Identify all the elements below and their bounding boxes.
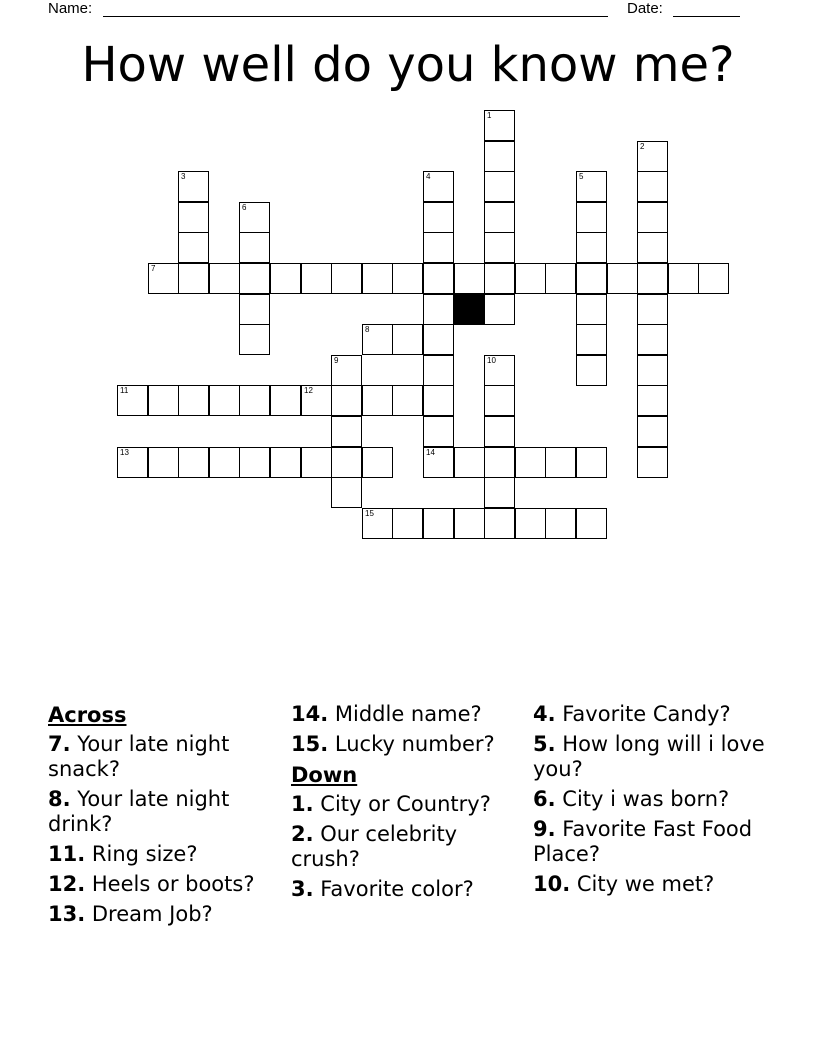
- crossword-cell[interactable]: [545, 263, 576, 294]
- date-label: Date:: [627, 0, 663, 17]
- crossword-cell[interactable]: [239, 294, 270, 325]
- crossword-cell[interactable]: [270, 263, 301, 294]
- crossword-cell[interactable]: [423, 263, 454, 294]
- crossword-cell[interactable]: [423, 508, 454, 539]
- crossword-cell[interactable]: [392, 508, 423, 539]
- down-heading: Down: [291, 763, 358, 787]
- cell-number: 8: [365, 325, 370, 334]
- cell-number: 14: [426, 448, 435, 457]
- clue-column-3: [533, 702, 769, 902]
- crossword-cell[interactable]: [607, 263, 638, 294]
- crossword-cell[interactable]: [637, 141, 668, 172]
- crossword-cell[interactable]: [178, 202, 209, 233]
- crossword-cell[interactable]: [331, 263, 362, 294]
- clue-down-2: [291, 822, 527, 872]
- crossword-cell[interactable]: [301, 447, 332, 478]
- crossword-cell[interactable]: [515, 508, 546, 539]
- crossword-cell[interactable]: [423, 232, 454, 263]
- clue-across-13: [48, 902, 284, 927]
- crossword-cell[interactable]: [484, 355, 515, 386]
- crossword-cell[interactable]: [117, 385, 148, 416]
- clue-number: 7.: [48, 732, 71, 756]
- crossword-cell[interactable]: [239, 232, 270, 263]
- crossword-cell[interactable]: [576, 171, 607, 202]
- clue-text: Middle name?: [334, 702, 482, 726]
- crossword-cell[interactable]: [239, 385, 270, 416]
- clue-text: Favorite Fast Food Place?: [533, 817, 753, 866]
- crossword-cell[interactable]: [148, 385, 179, 416]
- crossword-cell[interactable]: [239, 324, 270, 355]
- crossword-cell[interactable]: [637, 263, 668, 294]
- clue-number: 2.: [291, 822, 314, 846]
- clue-text: Favorite color?: [320, 877, 474, 901]
- clue-across-12: [48, 872, 284, 897]
- crossword-cell[interactable]: [454, 508, 485, 539]
- crossword-cell[interactable]: [576, 324, 607, 355]
- crossword-cell[interactable]: [515, 263, 546, 294]
- clue-column-2: [291, 702, 527, 907]
- crossword-cell[interactable]: [270, 447, 301, 478]
- clue-down-5: [533, 732, 769, 782]
- crossword-cell[interactable]: [117, 447, 148, 478]
- crossword-cell[interactable]: [484, 477, 515, 508]
- clue-text: Your late night snack?: [48, 732, 230, 781]
- crossword-cell[interactable]: [423, 324, 454, 355]
- crossword-cell[interactable]: [484, 508, 515, 539]
- crossword-cell[interactable]: [178, 385, 209, 416]
- crossword-cell[interactable]: [331, 416, 362, 447]
- black-square: [454, 294, 485, 325]
- clue-text: Dream Job?: [91, 902, 213, 926]
- clue-down-6: [533, 787, 769, 812]
- clue-number: 12.: [48, 872, 86, 896]
- crossword-cell[interactable]: [423, 416, 454, 447]
- cell-number: 10: [487, 356, 496, 365]
- crossword-cell[interactable]: [423, 294, 454, 325]
- crossword-cell[interactable]: [331, 385, 362, 416]
- clue-across-11: [48, 842, 284, 867]
- clue-down-4: [533, 702, 769, 727]
- crossword-cell[interactable]: [637, 416, 668, 447]
- clue-number: 9.: [533, 817, 556, 841]
- crossword-cell[interactable]: [331, 477, 362, 508]
- clue-number: 11.: [48, 842, 86, 866]
- crossword-cell[interactable]: [576, 202, 607, 233]
- cell-number: 4: [426, 172, 431, 181]
- clue-down-10: [533, 872, 769, 897]
- clue-across-15: [291, 732, 527, 757]
- clue-number: 8.: [48, 787, 71, 811]
- crossword-cell[interactable]: [423, 355, 454, 386]
- crossword-cell[interactable]: [545, 508, 576, 539]
- crossword-cell[interactable]: [239, 263, 270, 294]
- crossword-cell[interactable]: [637, 447, 668, 478]
- clue-text: Lucky number?: [334, 732, 495, 756]
- cell-number: 12: [304, 386, 313, 395]
- name-label: Name:: [48, 0, 93, 17]
- clue-number: 1.: [291, 792, 314, 816]
- crossword-cell[interactable]: [484, 385, 515, 416]
- clue-number: 14.: [291, 702, 329, 726]
- crossword-cell[interactable]: [484, 171, 515, 202]
- crossword-cell[interactable]: [331, 447, 362, 478]
- crossword-cell[interactable]: [484, 110, 515, 141]
- crossword-cell[interactable]: [637, 324, 668, 355]
- crossword-cell[interactable]: [576, 263, 607, 294]
- crossword-cell[interactable]: [392, 324, 423, 355]
- crossword-cell[interactable]: [545, 447, 576, 478]
- crossword-cell[interactable]: [148, 447, 179, 478]
- cell-number: 13: [120, 448, 129, 457]
- crossword-cell[interactable]: [698, 263, 729, 294]
- cell-number: 1: [487, 111, 492, 120]
- clue-text: City i was born?: [562, 787, 730, 811]
- clue-number: 5.: [533, 732, 556, 756]
- clue-across-14: [291, 702, 527, 727]
- crossword-cell[interactable]: [454, 263, 485, 294]
- crossword-cell[interactable]: [148, 263, 179, 294]
- crossword-cell[interactable]: [637, 202, 668, 233]
- crossword-cell[interactable]: [301, 385, 332, 416]
- cell-number: 7: [151, 264, 156, 273]
- crossword-cell[interactable]: [178, 263, 209, 294]
- crossword-cell[interactable]: [484, 141, 515, 172]
- cell-number: 9: [334, 356, 339, 365]
- crossword-cell[interactable]: [484, 202, 515, 233]
- page-title: How well do you know me?: [81, 37, 735, 93]
- crossword-cell[interactable]: [178, 447, 209, 478]
- crossword-cell[interactable]: [576, 232, 607, 263]
- crossword-cell[interactable]: [209, 385, 240, 416]
- crossword-cell[interactable]: [668, 263, 699, 294]
- crossword-cell[interactable]: [576, 294, 607, 325]
- cell-number: 6: [242, 203, 247, 212]
- clue-across-7: [48, 732, 284, 782]
- crossword-cell[interactable]: [423, 447, 454, 478]
- clue-down-9: [533, 817, 769, 867]
- crossword-cell[interactable]: [362, 324, 393, 355]
- cell-number: 3: [181, 172, 186, 181]
- clue-text: Favorite Candy?: [562, 702, 731, 726]
- crossword-cell[interactable]: [484, 294, 515, 325]
- clue-text: City we met?: [576, 872, 715, 896]
- clue-text: How long will i love you?: [533, 732, 765, 781]
- crossword-cell[interactable]: [454, 447, 485, 478]
- crossword-cell[interactable]: [392, 263, 423, 294]
- clue-down-3: [291, 877, 527, 902]
- crossword-cell[interactable]: [362, 385, 393, 416]
- crossword-cell[interactable]: [270, 385, 301, 416]
- crossword-cell[interactable]: [484, 263, 515, 294]
- clue-list: [48, 702, 768, 1002]
- crossword-cell[interactable]: [576, 508, 607, 539]
- crossword-cell[interactable]: [637, 232, 668, 263]
- crossword-cell[interactable]: [239, 447, 270, 478]
- crossword-cell[interactable]: [637, 294, 668, 325]
- crossword-cell[interactable]: [362, 263, 393, 294]
- crossword-cell[interactable]: [423, 385, 454, 416]
- crossword-cell[interactable]: [576, 447, 607, 478]
- clue-number: 6.: [533, 787, 556, 811]
- cell-number: 2: [640, 142, 645, 151]
- crossword-cell[interactable]: [362, 447, 393, 478]
- crossword-cell[interactable]: [515, 447, 546, 478]
- clue-across-8: [48, 787, 284, 837]
- cell-number: 15: [365, 509, 374, 518]
- crossword-cell[interactable]: [239, 202, 270, 233]
- crossword-cell[interactable]: [484, 447, 515, 478]
- clue-text: City or Country?: [320, 792, 491, 816]
- clue-down-1: [291, 792, 527, 817]
- crossword-cell[interactable]: [178, 171, 209, 202]
- crossword-cell[interactable]: [637, 355, 668, 386]
- clue-text: Your late night drink?: [48, 787, 230, 836]
- cell-number: 11: [120, 386, 129, 395]
- crossword-cell[interactable]: [362, 508, 393, 539]
- crossword-cell[interactable]: [331, 355, 362, 386]
- crossword-cell[interactable]: [637, 171, 668, 202]
- clue-column-1: [48, 702, 284, 932]
- crossword-cell[interactable]: [209, 447, 240, 478]
- clue-text: Heels or boots?: [91, 872, 255, 896]
- crossword-cell[interactable]: [484, 232, 515, 263]
- crossword-cell[interactable]: [301, 263, 332, 294]
- crossword-cell[interactable]: [423, 202, 454, 233]
- across-heading: Across: [48, 703, 127, 727]
- clue-number: 3.: [291, 877, 314, 901]
- clue-number: 15.: [291, 732, 329, 756]
- crossword-cell[interactable]: [637, 385, 668, 416]
- cell-number: 5: [579, 172, 584, 181]
- clue-number: 10.: [533, 872, 571, 896]
- crossword-cell[interactable]: [576, 355, 607, 386]
- clue-number: 4.: [533, 702, 556, 726]
- crossword-cell[interactable]: [392, 385, 423, 416]
- crossword-cell[interactable]: [209, 263, 240, 294]
- clue-number: 13.: [48, 902, 86, 926]
- crossword-cell[interactable]: [423, 171, 454, 202]
- crossword-cell[interactable]: [484, 416, 515, 447]
- clue-text: Our celebrity crush?: [291, 822, 458, 871]
- clue-text: Ring size?: [91, 842, 198, 866]
- crossword-cell[interactable]: [178, 232, 209, 263]
